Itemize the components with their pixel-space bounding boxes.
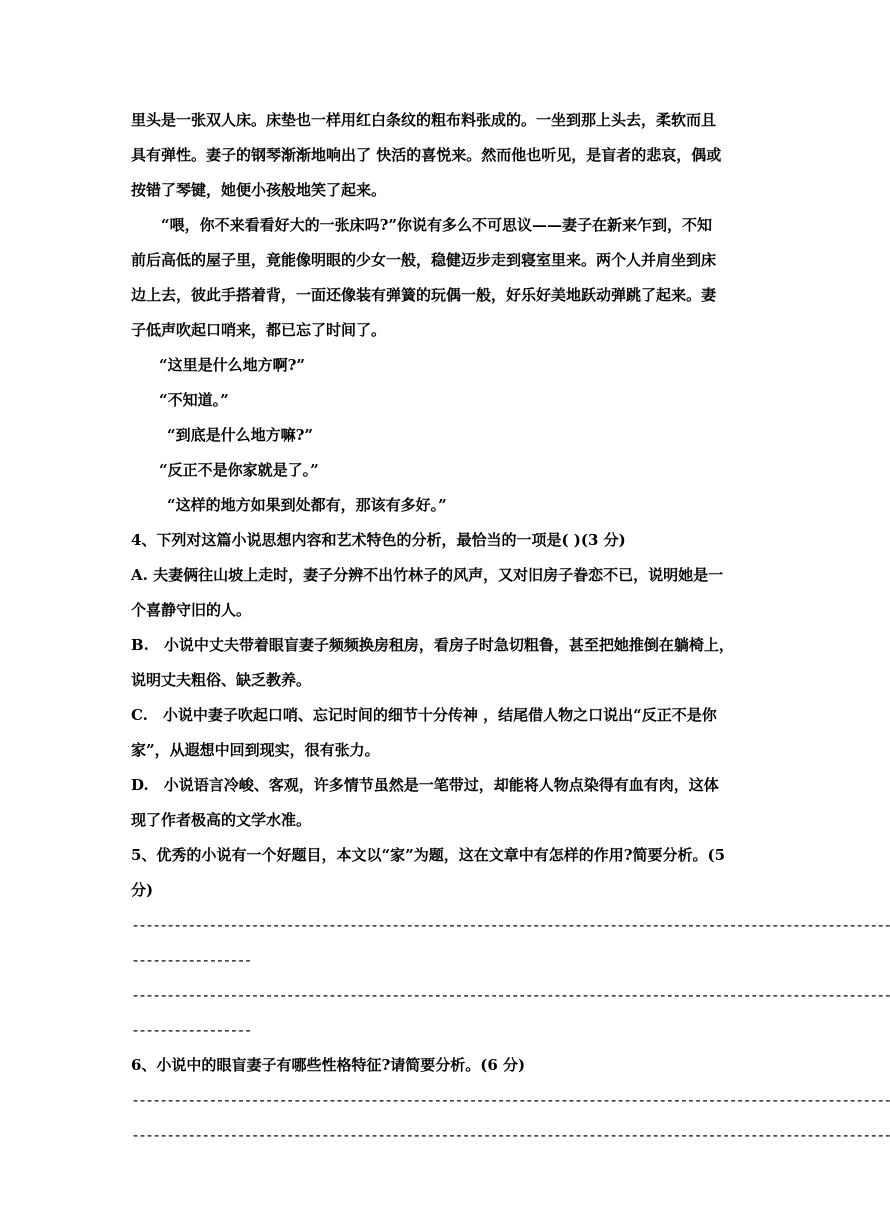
option-d-cont: 现了作者极高的文学水准。	[131, 811, 312, 829]
answer-line: ------------------------------------------------------------------------------------------------------------	[131, 916, 890, 934]
option-c-cont: 家”，从遐想中回到现实，很有张力。	[131, 741, 380, 759]
passage-line: 按错了琴键，她便小孩般地笑了起来。	[131, 181, 387, 199]
answer-line: ------------------------------------------------------------------------------------------------------------	[131, 986, 890, 1004]
answer-line: ------------------------------------------------------------------------------------------------------------	[131, 1091, 890, 1109]
question-5-stem: 5、优秀的小说有一个好题目，本文以“家”为题，这在文章中有怎样的作用?简要分析。(5	[131, 846, 726, 864]
option-c: C. 小说中妻子吹起口哨、忘记时间的细节十分传神 ，结尾借人物之口说出“反正不是你	[131, 706, 717, 724]
passage-line: 里头是一张双人床。床垫也一样用红白条纹的粗布料张成的。一坐到那上头去，柔软而且	[131, 111, 717, 129]
answer-line-short: -----------------	[131, 951, 251, 969]
option-a: A. 夫妻俩往山坡上走时，妻子分辨不出竹林子的风声，又对旧房子眷恋不已，说明她是一	[131, 566, 724, 584]
dialogue-line: “不知道。”	[159, 391, 229, 409]
dialogue-line: “到底是什么地方嘛?”	[167, 426, 314, 444]
question-5-stem-cont: 分)	[131, 881, 154, 899]
answer-line: ------------------------------------------------------------------------------------------------------------	[131, 1126, 890, 1144]
passage-line: “喂，你不来看看好大的一张床吗?”你说有多么不可思议——妻子在新来乍到，不知	[161, 216, 713, 234]
passage-line: 前后高低的屋子里，竟能像明眼的少女一般，稳健迈步走到寝室里来。两个人并肩坐到床	[131, 251, 717, 269]
dialogue-line: “这样的地方如果到处都有，那该有多好。”	[167, 496, 447, 514]
passage	[131, 103, 890, 1153]
answer-line-short: -----------------	[131, 1021, 251, 1039]
passage-line: 子低声吹起口哨来，都已忘了时间了。	[131, 321, 387, 339]
option-d: D. 小说语言冷峻、客观，许多情节虽然是一笔带过，却能将人物点染得有血有肉，这体	[131, 776, 719, 794]
passage-line: 具有弹性。妻子的钢琴渐渐地响出了 快活的喜悦来。然而他也听见，是盲者的悲哀，偶或	[131, 146, 722, 164]
question-6-stem: 6、小说中的眼盲妻子有哪些性格特征?请简要分析。(6 分)	[131, 1056, 526, 1074]
dialogue-line: “这里是什么地方啊?”	[159, 356, 306, 374]
option-b-cont: 说明丈夫粗俗、缺乏教养。	[131, 671, 312, 689]
option-a-cont: 个喜静守旧的人。	[131, 601, 252, 619]
passage-line: 边上去，彼此手搭着背，一面还像装有弹簧的玩偶一般，好乐好美地跃动弹跳了起来。妻	[131, 286, 717, 304]
question-4-stem: 4、下列对这篇小说思想内容和艺术特色的分析，最恰当的一项是( )(3 分)	[131, 531, 626, 549]
option-b: B. 小说中丈夫带着眼盲妻子频频换房租房，看房子时急切粗鲁，甚至把她推倒在躺椅上，	[131, 636, 734, 654]
dialogue-line: “反正不是你家就是了。”	[159, 461, 319, 479]
